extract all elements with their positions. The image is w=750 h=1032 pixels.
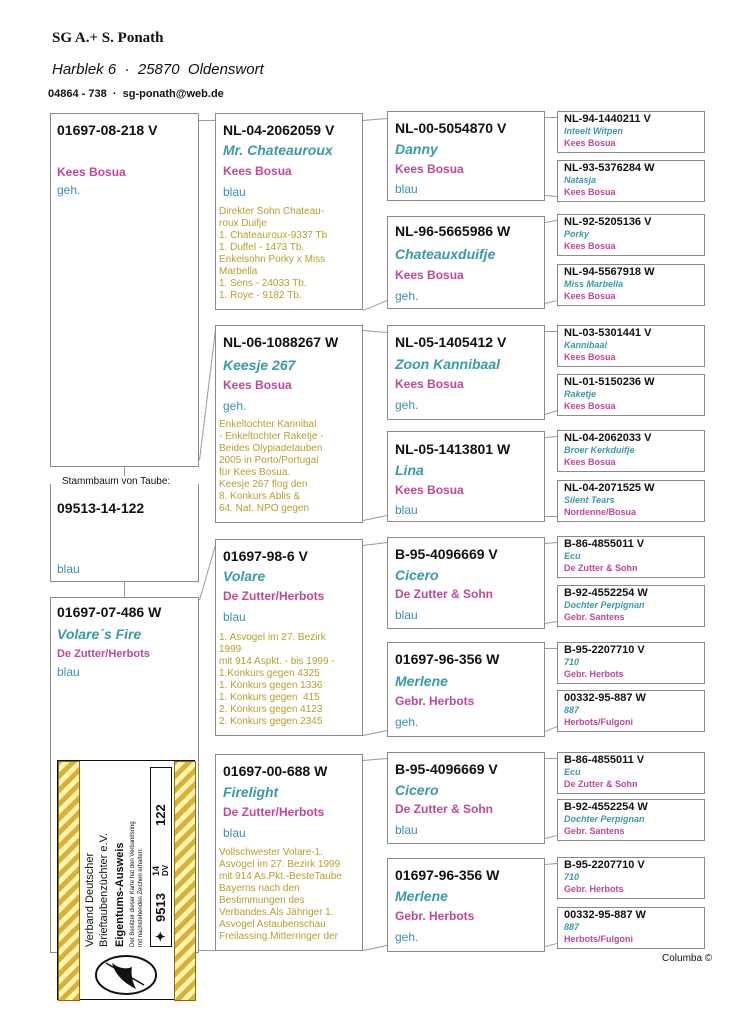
ring-number: 01697-07-486 W xyxy=(57,604,162,620)
breeder: Gebr. Herbots xyxy=(395,694,475,708)
connector-line xyxy=(363,945,387,951)
color: geh. xyxy=(395,398,419,412)
g3-box xyxy=(557,374,705,416)
pigeon-name: Ecu xyxy=(564,551,581,561)
pigeon-logo-icon xyxy=(86,953,166,997)
breeder: Gebr. Herbots xyxy=(395,909,475,923)
breeder: De Zutter/Herbots xyxy=(57,648,150,660)
g3-box xyxy=(557,536,705,578)
g2-box xyxy=(387,431,545,522)
connector-line xyxy=(363,118,387,121)
g3-box xyxy=(557,160,705,202)
ring-number: 01697-96-356 W xyxy=(395,867,500,883)
g2-box xyxy=(387,537,545,629)
ring-number: B-95-4096669 V xyxy=(395,546,498,562)
color: geh. xyxy=(395,715,419,729)
color: blau xyxy=(223,826,246,840)
connector-line xyxy=(363,542,387,546)
ring-number: B-95-2207710 V xyxy=(564,859,645,871)
g1-box xyxy=(215,754,363,951)
pigeon-name: Dochter Perpignan xyxy=(564,600,645,610)
g3-box xyxy=(557,690,705,732)
breeder: Kees Bosua xyxy=(564,291,616,301)
stammbaum-ring: 09513-14-122 xyxy=(57,500,145,516)
card-serial: 122 xyxy=(153,804,168,826)
breeder: Kees Bosua xyxy=(564,401,616,411)
connector-line xyxy=(545,516,557,517)
wing-icon: ✦ xyxy=(153,931,168,942)
connector-line xyxy=(545,195,557,197)
color: blau xyxy=(395,503,418,517)
g3-box xyxy=(557,642,705,684)
breeder: Kees Bosua xyxy=(564,138,616,148)
pigeon-name: Kannibaal xyxy=(564,340,608,350)
color: geh. xyxy=(57,183,81,197)
g3-box xyxy=(557,111,705,153)
ring-number: NL-93-5376284 W xyxy=(564,162,655,174)
breeder: Kees Bosua xyxy=(564,352,616,362)
connector-line xyxy=(124,582,125,597)
pigeon-name: Danny xyxy=(395,141,438,157)
connector-line xyxy=(363,300,387,311)
connector-line xyxy=(545,863,557,865)
connector-line xyxy=(199,545,216,600)
connector-line xyxy=(545,410,557,415)
ring-number: NL-04-2071525 W xyxy=(564,482,655,494)
breeder: Kees Bosua xyxy=(564,187,616,197)
color: blau xyxy=(223,185,246,199)
breeder: Herbots/Fulgoni xyxy=(564,934,633,944)
stammbaum-box xyxy=(50,476,199,582)
connector-line xyxy=(363,758,387,761)
breeder: Kees Bosua xyxy=(395,483,464,497)
breeder: Gebr. Herbots xyxy=(564,669,624,679)
breeder: Nordenne/Bosua xyxy=(564,507,637,517)
connector-line xyxy=(545,726,557,732)
pigeon-name: Dochter Perpignan xyxy=(564,814,645,824)
color: blau xyxy=(395,823,418,837)
pigeon-name: Zoon Kannibaal xyxy=(395,356,500,372)
card-small-line2: mit nachstehenden Zeichen erhalten: xyxy=(138,848,144,947)
sire-main-box xyxy=(50,113,199,467)
g1-box xyxy=(215,113,363,310)
breeder: Kees Bosua xyxy=(395,377,464,391)
connector-line xyxy=(199,120,215,121)
breeder: Kees Bosua xyxy=(223,164,292,178)
stammbaum-color: blau xyxy=(57,562,80,576)
description: Enkeltochter Kannibal - Enkeltochter Raketje - Beides Olypiadetauben 2005 in Porto/Portugal für Kees Bosua. Keesje 267 flog den 8. Konkurs Ablis & 64. Nat. NPO gegen xyxy=(219,419,324,514)
ring-number: NL-00-5054870 V xyxy=(395,120,507,136)
ring-number: B-92-4552254 W xyxy=(564,801,648,813)
g2-box xyxy=(387,216,545,309)
pigeon-name: Broer Kerkduifje xyxy=(564,445,635,455)
connector-line xyxy=(545,436,557,438)
ring-number: NL-05-1413801 W xyxy=(395,441,511,457)
ring-number: NL-04-2062059 V xyxy=(223,122,335,138)
g3-box xyxy=(557,799,705,841)
connector-line xyxy=(363,515,387,521)
breeder: Kees Bosua xyxy=(223,378,292,392)
color: geh. xyxy=(395,930,419,944)
breeder: Kees Bosua xyxy=(57,165,126,179)
ring-number: NL-96-5665986 W xyxy=(395,223,511,239)
color: blau xyxy=(395,182,418,196)
g1-box xyxy=(215,539,363,736)
ring-number: B-86-4855011 V xyxy=(564,538,645,550)
description: Direkter Sohn Chateau- roux Duifje 1. Chateauroux-9337 Tb 1. Duffel - 1473 Tb. Enkelsohn Porky x Miss Marbella 1. Sens - 24033 Tb. 1. Roye - 9182 Tb. xyxy=(219,206,328,301)
breeder-contact: 04864 - 738 · sg-ponath@web.de xyxy=(48,88,224,100)
ring-number: NL-94-5567918 W xyxy=(564,266,655,278)
pigeon-name: 887 xyxy=(564,922,580,932)
card-year: 14 xyxy=(151,865,161,876)
g3-box xyxy=(557,480,705,522)
pigeon-name: Merlene xyxy=(395,888,448,904)
card-ver: DV xyxy=(161,864,170,876)
ring-number: 00332-95-887 W xyxy=(564,692,646,704)
connector-line xyxy=(545,542,557,544)
stammbaum-label: Stammbaum von Taube: xyxy=(62,476,171,487)
g3-box xyxy=(557,214,705,256)
g2-box xyxy=(387,325,545,420)
g1-box xyxy=(215,325,363,523)
connector-line xyxy=(199,330,216,460)
pigeon-name: Keesje 267 xyxy=(223,357,296,373)
pigeon-name: Firelight xyxy=(223,784,279,800)
card-small-line1: Der Besitzer dieser Karte hat den Verbandsring xyxy=(130,821,136,947)
pigeon-name: Ecu xyxy=(564,767,581,777)
pigeon-name: Volare´s Fire xyxy=(57,626,142,642)
pigeon-name: Volare xyxy=(223,568,266,584)
pigeon-name: Cicero xyxy=(395,567,439,583)
breeder: Kees Bosua xyxy=(564,241,616,251)
g2-box xyxy=(387,752,545,844)
pigeon-name: Raketje xyxy=(564,389,597,399)
color: blau xyxy=(223,610,246,624)
pigeon-name: 710 xyxy=(564,657,580,667)
card-org-line2: Brieftaubenzüchter e.V. xyxy=(98,833,110,947)
g3-box xyxy=(557,752,705,794)
pigeon-name: Inteelt Witpen xyxy=(564,126,623,136)
breeder: Kees Bosua xyxy=(395,162,464,176)
ring-number: 01697-96-356 W xyxy=(395,651,500,667)
ring-number: NL-04-2062033 V xyxy=(564,432,652,444)
ring-number: 00332-95-887 W xyxy=(564,909,646,921)
g2-box xyxy=(387,642,545,737)
g3-box xyxy=(557,585,705,627)
ring-number: 01697-00-688 W xyxy=(223,763,328,779)
connector-line xyxy=(545,835,557,839)
ring-number: NL-92-5205136 V xyxy=(564,216,652,228)
connector-line xyxy=(545,331,557,332)
ring-number: NL-05-1405412 V xyxy=(395,334,507,350)
g2-box xyxy=(387,111,545,201)
g3-box xyxy=(557,430,705,472)
breeder: Herbots/Fulgoni xyxy=(564,717,633,727)
ring-number: NL-01-5150236 W xyxy=(564,376,655,388)
description: Vollschwester Volare-1. Asvogel im 27. Bezirk 1999 mit 914 As.Pkt.-BesteTaube Bayerns nach den Bestimmungen des Verbandes.Als Jähriger 1. Asvogel Astaubenschau Freilassing.Mitterringer der xyxy=(219,847,342,942)
breeder: Gebr. Herbots xyxy=(564,884,624,894)
connector-line xyxy=(545,943,557,947)
color: geh. xyxy=(223,399,247,413)
g3-box xyxy=(557,857,705,899)
pigeon-name: Natasja xyxy=(564,175,597,185)
pigeon-name: 710 xyxy=(564,872,580,882)
card-ring-row xyxy=(150,767,172,947)
breeder-name: SG A.+ S. Ponath xyxy=(52,30,164,46)
pigeon-name: Merlene xyxy=(395,673,448,689)
color: geh. xyxy=(395,289,419,303)
g3-box xyxy=(557,264,705,306)
pigeon-name: 887 xyxy=(564,705,580,715)
card-num: 9513 xyxy=(153,893,168,922)
breeder: De Zutter & Sohn xyxy=(564,779,638,789)
ownership-card xyxy=(57,760,195,1000)
ring-number: NL-03-5301441 V xyxy=(564,327,652,339)
breeder: De Zutter & Sohn xyxy=(395,802,493,816)
connector-line xyxy=(363,330,387,333)
ring-number: B-86-4855011 V xyxy=(564,754,645,766)
description: 1. Asvogel im 27. Bezirk 1999 mit 914 Aspkt. - bis 1999 - 1.Konkurs gegen 4325 1. Konkurs gegen 1336 1. Konkurs gegen 415 2. Konkurs gegen 4123 2. Konkurs gegen 2345 xyxy=(219,632,335,727)
g2-box xyxy=(387,858,545,952)
breeder-address: Harblek 6 · 25870 Oldenswort xyxy=(52,61,264,78)
color: blau xyxy=(57,665,80,679)
g3-box xyxy=(557,907,705,949)
copyright: Columba © xyxy=(662,953,713,964)
breeder: Kees Bosua xyxy=(395,268,464,282)
ring-number: NL-94-1440211 V xyxy=(564,113,651,125)
breeder: De Zutter/Herbots xyxy=(223,589,325,603)
card-title: Eigentums-Ausweis xyxy=(114,842,126,947)
connector-line xyxy=(545,621,557,624)
connector-line xyxy=(363,730,387,736)
breeder: De Zutter & Sohn xyxy=(395,587,493,601)
connector-line xyxy=(199,950,215,951)
connector-line xyxy=(545,117,557,118)
card-org-line1: Verband Deutscher xyxy=(84,852,96,947)
pigeon-name: Cicero xyxy=(395,782,439,798)
connector-line xyxy=(545,648,557,649)
ring-number: B-92-4552254 W xyxy=(564,587,648,599)
pigeon-name: Lina xyxy=(395,462,424,478)
ring-number: 01697-98-6 V xyxy=(223,548,308,564)
connector-line xyxy=(545,220,557,223)
connector-line xyxy=(545,300,557,304)
breeder: Kees Bosua xyxy=(564,457,616,467)
pigeon-name: Miss Marbella xyxy=(564,279,624,289)
breeder: Gebr. Santens xyxy=(564,612,625,622)
breeder: De Zutter/Herbots xyxy=(223,805,325,819)
connector-line xyxy=(545,758,557,759)
g3-box xyxy=(557,325,705,367)
color: blau xyxy=(395,608,418,622)
pigeon-name: Porky xyxy=(564,229,590,239)
pigeon-name: Mr. Chateauroux xyxy=(223,142,333,158)
breeder: Gebr. Santens xyxy=(564,826,625,836)
ring-number: B-95-4096669 V xyxy=(395,761,498,777)
breeder: De Zutter & Sohn xyxy=(564,563,638,573)
pigeon-name: Silent Tears xyxy=(564,495,615,505)
pigeon-name: Chateauxduifje xyxy=(395,246,496,262)
ring-number: NL-06-1088267 W xyxy=(223,334,339,350)
ring-number: 01697-08-218 V xyxy=(57,122,158,138)
ring-number: B-95-2207710 V xyxy=(564,644,645,656)
